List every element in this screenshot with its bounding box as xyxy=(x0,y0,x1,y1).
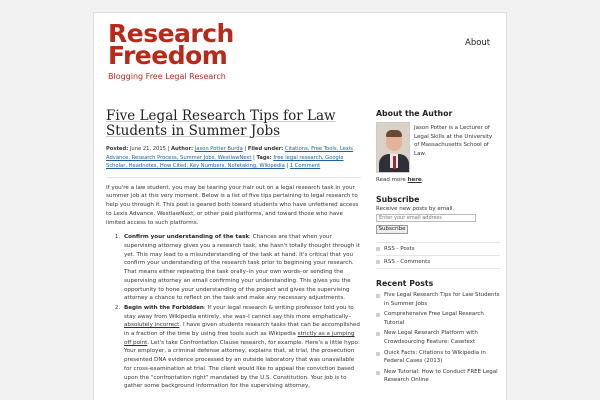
subscribe-text: Receive new posts by email. xyxy=(376,206,455,212)
recent-post-label: Five Legal Research Tips for Law Students in Summer Jobs xyxy=(384,292,500,307)
recent-post-label: New Tutorial: How to Conduct FREE Legal Research Online xyxy=(384,368,498,384)
recent-post-label: New Legal Research Platform with Crowdsourcing Feature: Casetext xyxy=(384,330,478,345)
tip-text: . I have given students research tasks that can be accomplished in a fraction of the time by using free tools such as Wikipedia xyxy=(124,322,360,338)
post-intro: If you're a law student, you may be tearing your hair out on a legal research task in your summer job at this very moment. Below is a list of five tips pertaining to legal research to help you through it. This post is geared both toward students who have unfettered access to Lexis Advance, WestlawNext, or other paid platforms, and toward those who have limited access to such platforms. xyxy=(106,184,359,226)
author-bio: Jason Potter is a Lecturer of Legal Skills at the University of Massachusetts School of Law. xyxy=(414,125,493,157)
recent-posts-heading: Recent Posts xyxy=(376,279,434,288)
read-more: Read more here. xyxy=(376,177,424,183)
logo-line-2: Freedom xyxy=(108,41,228,70)
tip-text: : Chances are that when your supervising attorney gives you a research task, she hasn't totally thought through it yet. This may lead to a misunderstanding of the task at hand. It's critical that you confirm your understanding of the research task prior to beginning your research. That means either repeating the task orally–in your own words–or sending the supervising attorney an email confirming your understanding. This gives you the opportunity to hone your understanding of the project and gives the supervising attorney a chance to reflect on the task and make any necessary adjustments. xyxy=(124,234,360,302)
site-tagline: Blogging Free Legal Research xyxy=(108,72,226,81)
recent-post-link[interactable] xyxy=(376,291,500,310)
about-author-heading: About the Author xyxy=(376,109,453,118)
read-more-link[interactable]: here xyxy=(407,177,422,183)
meta-author-label: Author: xyxy=(171,146,194,152)
subscribe-heading: Subscribe xyxy=(376,195,420,204)
recent-post-label: Quick Facts: Citations to Wikipedia in Federal Cases (2013) xyxy=(384,349,486,365)
jumping-off-point-link[interactable]: strictly as a jumping off point xyxy=(124,331,355,346)
read-more-prefix: Read more xyxy=(376,177,406,183)
rss-label: RSS - Posts xyxy=(384,246,415,252)
recent-posts-widget xyxy=(376,279,500,387)
rss-label: RSS - Comments xyxy=(384,259,431,265)
tips-list xyxy=(122,233,361,391)
tip-title: Begin with the Forbidden xyxy=(124,304,204,311)
recent-posts-list xyxy=(376,291,500,387)
logo-line-1: Research xyxy=(108,19,234,48)
post-content xyxy=(106,109,361,392)
divider xyxy=(106,177,361,178)
tip-text: . Let's take Confrontation Clause research, for example. Here's a little hypo: Your employer, a criminal defense attorney, explains that, at trial, the prosecution presented DNA evidence processed by an outside laboratory that was unavailable for cross-examination at trial. The client would like to appeal the conviction based upon the "confrontation right" mandated by the U.S. Constitution. Your job is to gather some background information for the supervising attorney, xyxy=(124,339,360,390)
recent-post-link[interactable] xyxy=(376,329,500,348)
page-container xyxy=(93,12,507,400)
meta-filed-label: Filed under: xyxy=(247,146,284,152)
meta-posted-date: June 21, 2015 xyxy=(129,146,166,152)
author-widget xyxy=(376,122,500,185)
rss-list xyxy=(376,242,500,269)
tip-title: Confirm your understanding of the task xyxy=(124,234,250,241)
meta-tags-label: Tags: xyxy=(256,154,272,161)
author-photo xyxy=(376,122,410,173)
bullet-icon xyxy=(376,332,380,336)
rss-comments-link[interactable] xyxy=(376,256,500,269)
meta-tags[interactable]: free legal research, Google Scholar, Headnotes, How Cited, Key Numbers, Notetaking, Wikipedia xyxy=(106,154,344,170)
recent-post-link[interactable] xyxy=(376,310,500,329)
recent-post-link[interactable] xyxy=(376,349,500,368)
meta-categories[interactable]: Citations, Free Tools, Lexis Advance, Research Process, Summer Jobs, WestlawNext xyxy=(106,146,353,161)
rss-icon xyxy=(376,247,380,251)
subscribe-widget xyxy=(376,195,500,234)
post-meta: Posted: June 21, 2015 | Author: Jason Potter Burda | Filed under: Citations, Free Tools, Lexis Advance, Research Process, Summer Jobs, WestlawNext | Tags: free legal research, Google Scholar, Headnotes, How Cited, Key Numbers, Notetaking, Wikipedia | 1 Comment xyxy=(106,146,353,170)
meta-comment-link[interactable]: 1 Comment xyxy=(289,163,321,170)
meta-posted-label: Posted: xyxy=(106,146,129,152)
nav-about-link[interactable]: About xyxy=(465,38,491,48)
bullet-icon xyxy=(376,352,380,356)
tip-item xyxy=(122,233,361,303)
absolutely-incorrect-link[interactable]: absolutely incorrect xyxy=(124,322,180,329)
recent-post-link[interactable] xyxy=(376,368,500,387)
bullet-icon xyxy=(376,371,380,375)
recent-post-label: Comprehensive Free Legal Research Tutorial xyxy=(384,311,484,326)
subscribe-button[interactable]: Subscribe xyxy=(376,225,408,234)
tip-item xyxy=(122,304,361,391)
tip-text: : If your legal research & writing professor told you to stay away from Wikipedia entirely, she was–I cannot say this more emphatically– xyxy=(124,304,354,320)
bullet-icon xyxy=(376,313,380,317)
meta-author-link[interactable]: Jason Potter Burda xyxy=(194,146,243,152)
sidebar xyxy=(376,109,500,387)
rss-icon xyxy=(376,260,380,264)
post-title[interactable]: Five Legal Research Tips for Law Students in Summer Jobs xyxy=(106,108,336,139)
bullet-icon xyxy=(376,294,380,298)
rss-posts-link[interactable] xyxy=(376,243,500,256)
email-input[interactable] xyxy=(376,214,476,222)
site-logo[interactable] xyxy=(108,19,234,70)
